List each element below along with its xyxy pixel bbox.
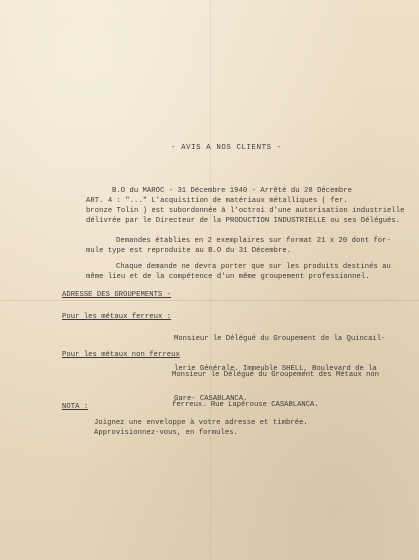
non-ferreux-label: Pour les métaux non ferreux — [62, 351, 180, 359]
ferreux-line2: lerie Générale. Immeuble SHELL, Boulevard de la — [174, 365, 377, 373]
nota-line2: Approvisionnez-vous, en formules. — [94, 429, 238, 437]
section-heading: ADRESSE DES GROUPEMENTS - — [62, 291, 172, 299]
non-ferreux-line2: ferreux. Rue Lapérouse CASABLANCA. — [172, 401, 319, 409]
para1-line1: B.O du MAROC - 31 Décembre 1940 - Arrêté du 28 Décembre — [112, 187, 352, 195]
document-title: - AVIS A NOS CLIENTS - — [171, 144, 282, 152]
para3-line1: Chaque demande ne devra porter que sur les produits destinés au — [116, 263, 391, 271]
ferreux-line1: Monsieur le Délégué du Groupement de la Quincail- — [174, 335, 386, 343]
para2-line2: mule type est reproduite au B.O du 31 Décembre. — [86, 247, 292, 255]
nota-line1: Joignez une enveloppe à votre adresse et timbrée. — [94, 419, 308, 427]
para1-line3: bronze Tolin ) est subordonnée à l'octroi d'une autorisation industrielle — [86, 207, 405, 215]
para2-line1: Demandes établies en 2 exemplaires sur format 21 x 20 dont for- — [116, 237, 391, 245]
nota-label: NOTA : — [62, 403, 89, 411]
para1-line4: délivrée par le Directeur de la PRODUCTION INDUSTRIELLE ou ses Délégués. — [86, 217, 401, 225]
para1-line2: ART. 4 : "..." L'acquisition de matériaux métalliques ( fer. — [86, 197, 348, 205]
ferreux-line3: Gare- CASABLANCA. — [174, 395, 248, 403]
ferreux-label: Pour les métaux ferreux : — [62, 313, 172, 321]
para3-line2: même lieu et de la compétence d'un même groupement professionnel. — [86, 273, 370, 281]
non-ferreux-line1: Monsieur le Délégué du Groupement des Métaux non — [172, 371, 380, 379]
